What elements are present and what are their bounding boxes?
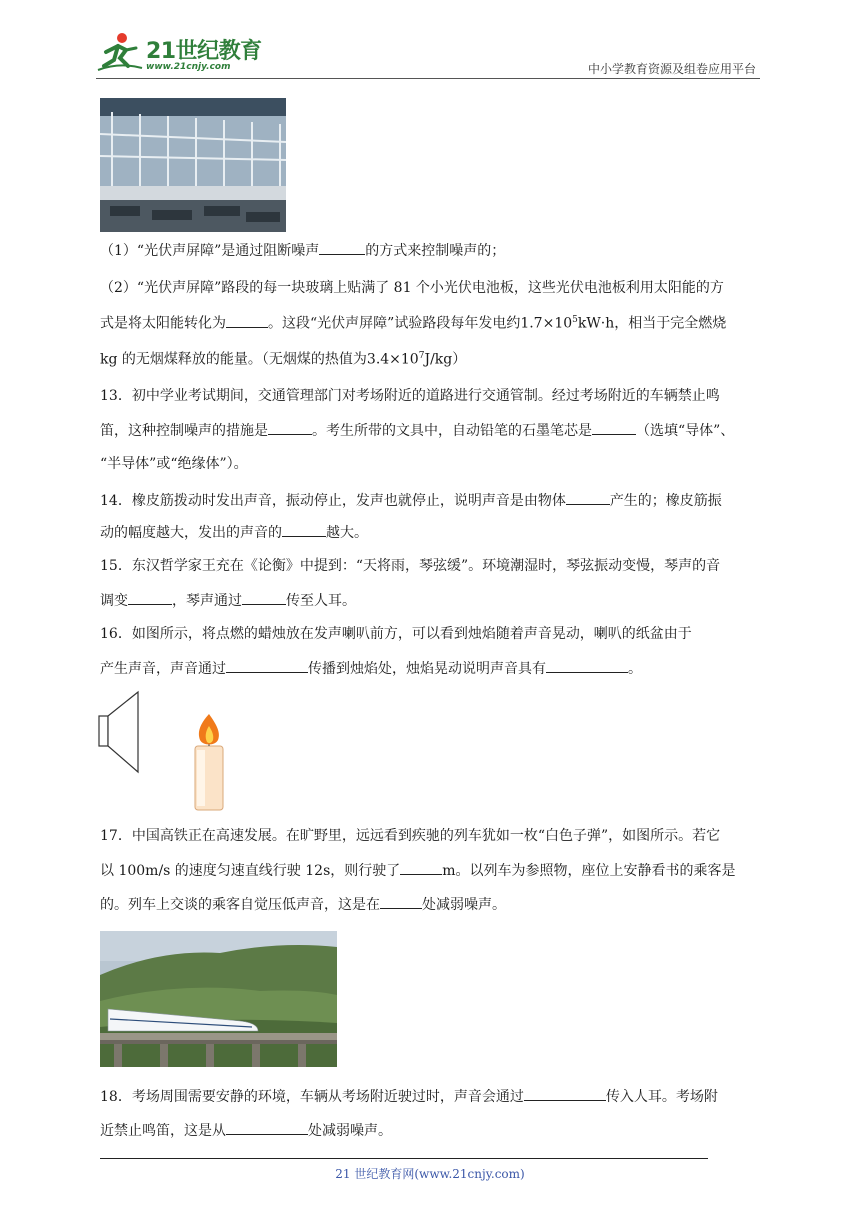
- q16-text-b: 传播到烛焰处，烛焰晃动说明声音具有: [308, 661, 546, 677]
- q14-text-d: 越大。: [326, 525, 368, 541]
- q12-energy-value: 1.7×10: [520, 315, 573, 332]
- page-footer[interactable]: [0, 1165, 860, 1182]
- q12-part2-line1: [100, 278, 762, 298]
- answer-blank[interactable]: [226, 313, 268, 328]
- q13-line2: [100, 420, 762, 441]
- q18-text-b: 传入人耳。考场附: [605, 1089, 718, 1105]
- answer-blank[interactable]: [524, 1086, 606, 1101]
- answer-blank[interactable]: [592, 420, 636, 435]
- q16-line2: [100, 658, 762, 679]
- footer-link[interactable]: 21 世纪教育网(www.21cnjy.com): [335, 1167, 525, 1181]
- q16-text-a: 产生声音，声音通过: [100, 661, 226, 677]
- q17-text-b: m。以列车为参照物，座位上安静看书的乘客是: [442, 863, 736, 879]
- q13-text-a: 笛，这种控制噪声的措施是: [100, 423, 268, 439]
- header-divider: [96, 78, 760, 79]
- q16-text: 16．如图所示，将点燃的蜡烛放在发声喇叭前方，可以看到烛焰随着声音晃动，喇叭的纸盆由于: [100, 626, 692, 642]
- q14-text-a: 14．橡皮筋拨动时发出声音，振动停止，发声也就停止，说明声音是由物体: [100, 493, 566, 509]
- q12-heat-exponent: 7: [418, 351, 425, 361]
- q12-part2-text-g: kg 的无烟煤释放的能量。（无烟煤的热值为: [100, 351, 367, 368]
- q17-text: 17．中国高铁正在高速发展。在旷野里，远远看到疾驰的列车犹如一枚“白色子弹”，如图所示。若它: [100, 828, 721, 844]
- q17-text-d: 处减弱噪声。: [422, 897, 506, 913]
- q16-text-c: 。: [628, 661, 642, 677]
- page-header: [96, 30, 760, 78]
- q12-part1: [100, 240, 762, 261]
- q18-text-d: 处减弱噪声。: [308, 1123, 392, 1139]
- answer-blank[interactable]: [319, 240, 365, 255]
- q12-part2-text-c: 。这段“光伏声屏障”试验路段每年发电约: [268, 315, 521, 332]
- high-speed-train-photo: [100, 931, 337, 1067]
- q12-part1-text: （1）“光伏声屏障”是通过阻断噪声: [100, 243, 320, 259]
- answer-blank[interactable]: [380, 894, 422, 909]
- answer-blank[interactable]: [226, 658, 308, 673]
- q13-text: 13．初中学业考试期间，交通管理部门对考场附近的道路进行交通管制。经过考场附近的车辆禁止鸣: [100, 388, 720, 404]
- q15-line2: [100, 590, 762, 611]
- logo-text: 21世纪教育: [146, 39, 262, 64]
- platform-name: 中小学教育资源及组卷应用平台: [587, 62, 756, 76]
- q16-line1: [100, 624, 762, 644]
- q14-line2: [100, 522, 762, 543]
- footer-divider: [100, 1158, 708, 1159]
- answer-blank[interactable]: [128, 590, 172, 605]
- q12-heat-value: 3.4×10: [366, 351, 419, 368]
- q18-text-a: 18．考场周围需要安静的环境，车辆从考场附近驶过时，声音会通过: [100, 1089, 524, 1105]
- q17-line3: [100, 894, 762, 915]
- q12-part2-text-end: ）: [452, 351, 467, 368]
- speaker-candle-figure: [96, 688, 236, 814]
- q15-text: 15．东汉哲学家王充在《论衡》中提到：“天将雨，琴弦缓”。环境潮湿时，琴弦振动变慢，琴声的音: [100, 558, 721, 574]
- site-logo[interactable]: [96, 30, 266, 76]
- q12-energy-exponent: 5: [572, 315, 578, 325]
- q15-text-a: 调变: [100, 593, 128, 609]
- q14-text-c: 动的幅度越大，发出的声音的: [100, 525, 282, 541]
- q17-text-c: 的。列车上交谈的乘客自觉压低声音，这是在: [100, 897, 380, 913]
- q15-text-b: ，琴声通过: [172, 593, 242, 609]
- runner-logo-icon: [96, 32, 144, 74]
- q12-part2-text-f: ，相当于完全燃烧: [614, 315, 727, 332]
- q12-part2-line3: [100, 346, 762, 370]
- q13-text-d: “半导体”或“绝缘体”）。: [100, 456, 248, 472]
- q18-line2: [100, 1120, 762, 1141]
- q14-line1: [100, 490, 762, 511]
- q15-line1: [100, 556, 762, 576]
- q14-text-b: 产生的；橡皮筋振: [609, 493, 722, 509]
- answer-blank[interactable]: [282, 522, 326, 537]
- q12-part1-text-end: 的方式来控制噪声的；: [365, 243, 506, 259]
- q18-text-c: 近禁止鸣笛，这是从: [100, 1123, 226, 1139]
- answer-blank[interactable]: [546, 658, 628, 673]
- q12-part2-text: （2）“光伏声屏障”路段的每一块玻璃上贴满了 81 个小光伏电池板，这些光伏电池板利用太阳能的方: [100, 280, 724, 296]
- q17-line1: [100, 826, 762, 846]
- q13-text-c: （选填“导体”、: [636, 423, 735, 439]
- q18-line1: [100, 1086, 762, 1107]
- noise-barrier-photo: [100, 98, 286, 232]
- answer-blank[interactable]: [268, 420, 312, 435]
- q13-line1: [100, 386, 762, 406]
- q12-heat-unit: J/kg: [424, 351, 453, 368]
- q17-line2: [100, 860, 762, 881]
- logo-url: www.21cnjy.com: [146, 62, 231, 72]
- q17-text-a: 以 100m/s 的速度匀速直线行驶 12s，则行驶了: [100, 863, 401, 879]
- candle-icon: [195, 714, 223, 810]
- speaker-icon: [99, 692, 138, 772]
- q15-text-c: 传至人耳。: [286, 593, 356, 609]
- q12-part2-text-b: 式是将太阳能转化为: [100, 315, 226, 332]
- answer-blank[interactable]: [566, 490, 610, 505]
- q13-line3: [100, 454, 762, 474]
- answer-blank[interactable]: [400, 860, 442, 875]
- q13-text-b: 。考生所带的文具中，自动铅笔的石墨笔芯是: [312, 423, 592, 439]
- answer-blank[interactable]: [242, 590, 286, 605]
- answer-blank[interactable]: [226, 1120, 308, 1135]
- q12-part2-line2: [100, 310, 762, 334]
- q12-energy-unit: kW·h: [577, 315, 615, 332]
